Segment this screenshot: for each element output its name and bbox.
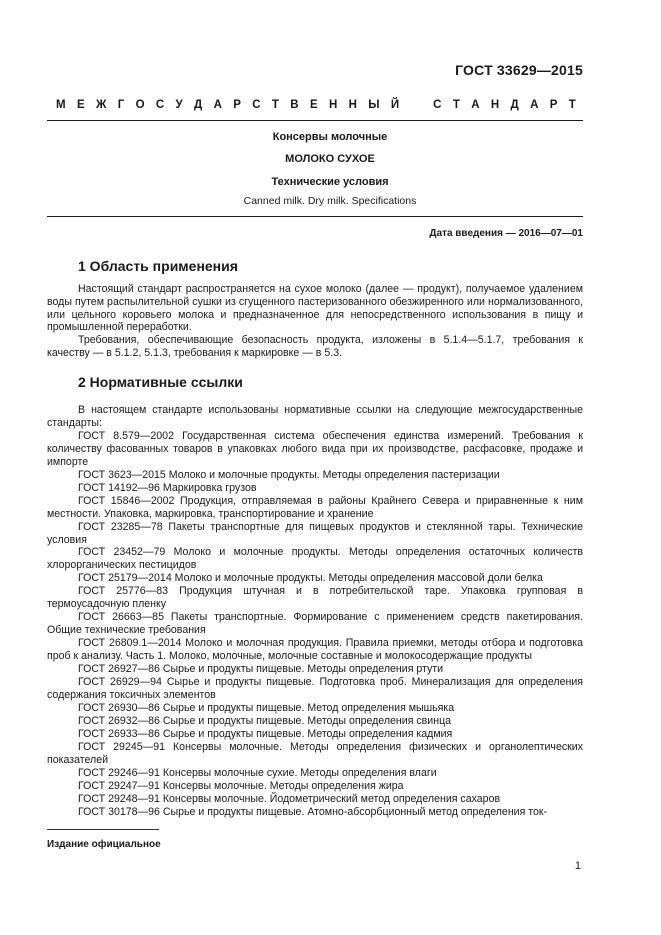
interstate-letter: Г xyxy=(117,99,125,111)
section-1-heading: 1 Область применения xyxy=(78,258,238,274)
interstate-letter: Ы xyxy=(368,99,380,111)
reference-item: ГОСТ 26932—86 Сырье и продукты пищевые. Методы определения свинца xyxy=(78,714,452,727)
references-intro: В настоящем стандарте использованы нормативные ссылки на следующие межгосударственные стандарты: xyxy=(47,404,583,429)
page-number: 1 xyxy=(574,860,581,872)
edition-label: Издание официальное xyxy=(47,839,161,850)
interstate-letter: А xyxy=(530,99,539,111)
interstate-letter: Р xyxy=(549,99,558,111)
reference-item: ГОСТ 26927—86 Сырье и продукты пищевые. Методы определения ртути xyxy=(78,663,444,676)
interstate-letter: Т xyxy=(271,99,279,111)
interstate-letter: М xyxy=(56,99,66,111)
interstate-letter: Т xyxy=(452,99,460,111)
interstate-letter: А xyxy=(213,99,222,111)
interstate-letter: О xyxy=(135,99,145,111)
interstate-letter: Д xyxy=(510,99,519,111)
reference-item: ГОСТ 29247—91 Консервы молочные. Методы определения жира xyxy=(78,779,404,792)
footer-rule xyxy=(47,829,159,830)
interstate-letter: Н xyxy=(328,99,338,111)
interstate-letter: Й xyxy=(390,99,400,111)
title-line-2: МОЛОКО СУХОЕ xyxy=(285,153,375,165)
reference-item: ГОСТ 29246—91 Консервы молочные сухие. Методы определения влаги xyxy=(78,766,437,779)
interstate-letter: С xyxy=(252,99,261,111)
reference-item: ГОСТ 23285—78 Пакеты транспортные для пищевых продуктов и стеклянной тары. Технические условия xyxy=(47,520,583,546)
title-line-1: Консервы молочные xyxy=(272,131,388,143)
interstate-letter: У xyxy=(175,99,183,111)
interstate-letter: Н xyxy=(490,99,500,111)
interstate-letter: С xyxy=(155,99,165,111)
reference-item: ГОСТ 26933—86 Сырье и продукты пищевые. Методы определения кадмия xyxy=(78,727,453,740)
reference-item: ГОСТ 25776—83 Продукция штучная и в потребительской таре. Упаковка групповая в термоусадочную пленку xyxy=(47,585,583,611)
header-rule-top xyxy=(47,120,583,121)
header-rule-bottom xyxy=(47,216,583,217)
reference-item: ГОСТ 29245—91 Консервы молочные. Методы определения физических и органолептических показателей xyxy=(47,740,583,766)
interstate-letter: А xyxy=(471,99,480,111)
section-1-body xyxy=(47,283,583,360)
interstate-standard-heading xyxy=(56,99,576,111)
interstate-letter: Ж xyxy=(95,99,107,111)
interstate-letter: Д xyxy=(194,99,203,111)
section-1-paragraph: Настоящий стандарт распространяется на сухое молоко (далее — продукт), получаемое удалением воды путем распылительной сушки из сгущенного пастеризованного обезжиренного или нормализованного, или цельного коровьего молока и предназначенное для непосредственного использования в пищу и промышленной переработки. xyxy=(47,283,583,334)
title-line-3: Технические условия xyxy=(271,176,389,188)
interstate-letter: Н xyxy=(348,99,357,111)
reference-item: ГОСТ 14192—96 Маркировка грузов xyxy=(78,481,257,494)
reference-item: ГОСТ 25179—2014 Молоко и молочные продукты. Методы определения массовой доли белка xyxy=(78,572,543,585)
interstate-letter: С xyxy=(433,99,442,111)
intro-date: Дата введения — 2016—07—01 xyxy=(429,228,583,239)
reference-item: ГОСТ 29248—91 Консервы молочные. Йодометрический метод определения сахаров xyxy=(78,792,501,805)
reference-item: ГОСТ 26929—94 Сырье и продукты пищевые. Подготовка проб. Минерализация для определения содержания токсичных элементов xyxy=(47,676,583,701)
reference-item: ГОСТ 26809.1—2014 Молоко и молочная продукция. Правила приемки, методы отбора и подготовка проб к анализу. Часть 1. Молоко, молочные, молочные составные и молокосодержащие продукты xyxy=(47,637,583,663)
reference-item: ГОСТ 26930—86 Сырье и продукты пищевые. Метод определения мышьяка xyxy=(78,701,455,714)
reference-item: ГОСТ 26663—85 Пакеты транспортные. Формирование с применением средств пакетирования. Общие технические требования xyxy=(47,611,583,637)
interstate-letter: Т xyxy=(568,99,576,111)
interstate-letter: Р xyxy=(233,99,241,111)
section-2-body xyxy=(47,404,583,819)
reference-item: ГОСТ 8.579—2002 Государственная система обеспечения единства измерений. Требования к количеству фасованных товаров в упаковках любого вида при их производстве, расфасовке, продаже и импорте xyxy=(47,429,583,468)
reference-item: ГОСТ 30178—96 Сырье и продукты пищевые. Атомно-абсорбционный метод определения ток- xyxy=(78,805,548,818)
interstate-letter: Е xyxy=(309,99,318,111)
section-2-heading: 2 Нормативные ссылки xyxy=(78,374,243,390)
reference-item: ГОСТ 15846—2002 Продукция, отправляемая в районы Крайнего Севера и приравненные к ним местности. Упаковка, маркировка, транспортирование и хранение xyxy=(47,494,583,520)
standard-code: ГОСТ 33629—2015 xyxy=(455,62,583,78)
interstate-letter: В xyxy=(290,99,299,111)
reference-item: ГОСТ 3623—2015 Молоко и молочные продукты. Методы определения пастеризации xyxy=(78,468,500,481)
title-english: Canned milk. Dry milk. Specifications xyxy=(243,195,417,207)
reference-item: ГОСТ 23452—79 Молоко и молочные продукты. Методы определения остаточных количеств хлорорганических пестицидов xyxy=(47,546,583,572)
interstate-letter: Е xyxy=(76,99,85,111)
section-1-paragraph: Требования, обеспечивающие безопасность продукта, изложены в 5.1.4—5.1.7, требования к качеству — в 5.1.2, 5.1.3, требования к маркировке — в 5.3. xyxy=(47,334,583,359)
